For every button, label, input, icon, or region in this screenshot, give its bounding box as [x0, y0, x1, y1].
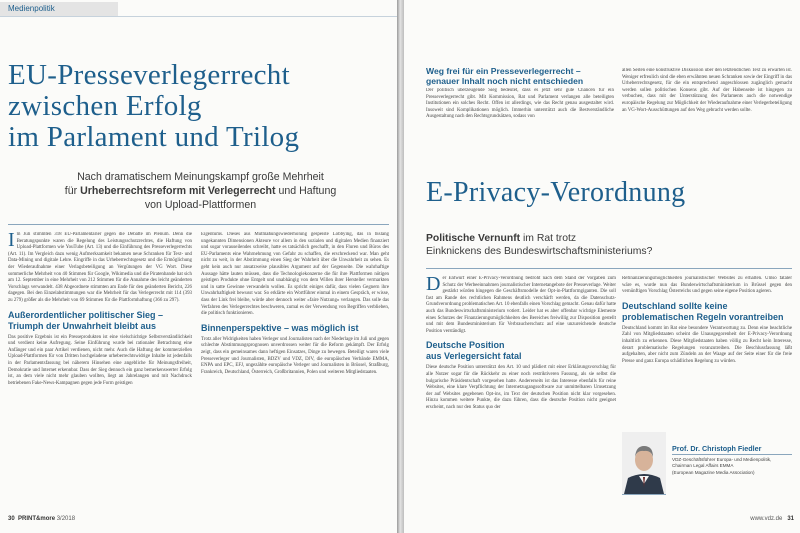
- drop-cap: I: [8, 232, 15, 251]
- left-col2-subhead: Binnenperspektive – was möglich ist: [201, 322, 359, 333]
- right-top-subhead-line2: genauer Inhalt noch nicht entschieden: [426, 76, 584, 86]
- section-label-text: Medienpolitik: [8, 4, 55, 13]
- magazine-name: PRINT&more: [18, 516, 56, 522]
- page-gutter: [397, 0, 404, 533]
- page-number-right: 31: [787, 516, 794, 522]
- headline-line-2: zwischen Erfolg: [8, 90, 202, 122]
- author-photo: [622, 432, 666, 495]
- eprivacy-deck-rest: im Rat trotz: [520, 233, 577, 244]
- right-top-col2: allen Seiten eine konstruktive Diskussion über den letztendlichen Text zu erwarten ist. Weniger erfreulich sind die eben erwähnten neuen Schranken sowie der Eingriff in das Urheberrechtsgesetz, für die ein entsprechend angeschlossen zugänglich gemacht werden sollen politischen Konsens gibt. Auf der Habenseite ist hingegen zu verbuchen, dass mit der Unterstützung des Parlaments auch die notwendige europäische Regelung zur Möglichkeit der Wiederaufnahme einer Verlegerbeteiligung an VG-Wort-Ausschüttungen auf den Weg gebracht werden sollte.: [622, 68, 792, 113]
- right-col1-subhead-line2: aus Verlegersicht fatal: [426, 351, 522, 362]
- right-col1-intro: Der Entwurf einer E-Privacy-Verordnung bedroht nach dem Stand der Vorgaben zum Schutz der Werbeeinnahmen journalistischer Internetangebote der Presseverlage. Weiter gestärkt würden hingegen die Geschäftsmodelle der Opt-in-Plattformgiganten. Die soll fast am Rande des rechtlichen Rahmens deutlich verschärft werden, da die Datenschutz-Grundverordnung problematischen Art. 10 ebenfalls einen Vorschlag gemacht. Genau dafür hatte auch das Bundeswirtschaftsministerium votiert. Leider hat es aber offenbar wichtige Elemente eines Schutzes der Finanzierungsmöglichkeiten des Bereiches freiwillig zur Disposition gestellt und mit dem Bundesministerium für Verbraucherschutz auf eine unzureichende deutsche Position verständigt.: [426, 276, 616, 334]
- eprivacy-headline: E-Privacy-Verordnung: [426, 177, 686, 208]
- deck-line-2c: und Haftung: [275, 185, 337, 197]
- right-col2-subhead: [622, 301, 792, 323]
- eprivacy-deck: [426, 232, 796, 258]
- page-number-left: 30: [8, 516, 15, 522]
- author-role-3: (European Magazine Media Association): [672, 469, 755, 475]
- issue-number: 3/2018: [56, 516, 76, 522]
- right-top-subhead-line1: Weg frei für ein Presseverlegerrecht –: [426, 66, 581, 76]
- left-col2-body: Eigentums. Dieses aus Mutmaßungswiederholung gespeiste Lobbying, das in bislang ungekannten Dimensionen Akteure vor allem in den sozialen und digitalen Medien finanziert und sogar vorauseilendes schreibt, hatte es tatsächlich geschafft, in den Fluren und Büros des EU-Parlaments eine Wahrnehmung von Gefahr zu schaffen, die erschreckend war. Man geht nicht zu weit, in der Abstimmung einen Sieg der Wahrheit über die Unwahrheit zu sehen. Es geht kein auch nur ansatzweise plausibles Argument auf der Gegenseite. Die wahrhaftige Aussage hätte lauten müssen, dass die Technologiekonzerne die für ihre Plattformen nötigen geistigen Produkte ohne Entgelt und unabhängig von dem Willen ihrer Hersteller vermarkten und in satte Gewinne verwandeln wollen. Es spricht einiges dafür, dass vielen Gegnern ihre Unwahrhaftigkeit bewusst war. So erklärte ein Wortführer einmal in einem Gespräch, er wisse, dass der Link frei bleibe, würde aber dennoch weiter »faire Nutzung« verlangen. Das solle das Verfahren des Verlegerrechtes beschweren, zumal es der Verwendung von Begriffen verblieben, die politisch funktionieren.: [201, 232, 389, 317]
- left-col1-subhead: [8, 310, 192, 332]
- right-col1-subhead: [426, 340, 616, 362]
- deck: [8, 170, 393, 212]
- left-col2-body-2: Trotz aller Widrigkeiten haben Verleger und Journalisten nach der Niederlage im Juli und gegen schlechte Abstimmungsprognosen unverdrossen weiter für die Reform gekämpft. Der Erfolg zeigt, dass ein gemeinsames dann heftigen Einsatzes, Dinge zu bewegen. Beteiligt waren viele Presseverleger und Journalisten, BDZV und VDZ, DJV, die europäischen Verbände EMMA, ENPA und EPC, EFJ, ungezählte europäische Verleger und Journalisten in Brüssel, Straßburg, Frankreich, Deutschland, Österreich, Großbritannien, Polen und weiteren Mitgliedstaaten.: [201, 336, 389, 375]
- deck-line-1: Nach dramatischem Meinungskampf große Mehrheit: [77, 171, 324, 183]
- right-column-1: [426, 276, 616, 512]
- right-col2-subhead-line1: Deutschland sollte keine: [622, 300, 728, 311]
- deck-line-2a: für: [64, 185, 81, 197]
- right-col2-intro: Refinanzierungsmöglichkeiten journalistischer Websites zu erhalten. Umso fataler wäre es, wurde nun das Bundeswirtschaftsministerium in Brüssel gegen den vernünftigen Vorschlag Österreichs und gegen seine eigene Position agieren.: [622, 276, 792, 295]
- right-col1-subhead-line1: Deutsche Position: [426, 340, 505, 351]
- headline-line-1: EU-Presseverlegerrecht: [8, 59, 290, 91]
- top-rule: [0, 16, 397, 17]
- right-col2-body: Deutschland kommt im Rat eine besondere Verantwortung zu. Denn eine beachtliche Zahl von Mitgliedstaaten scheint die Unausgegorenheit der E-Privacy-Verordnung inhaltlich zu erkennen. Diese Mitgliedstaaten haben völlig zu Recht kein Interesse, derart problematische Regelungen voranzutreiben. Die Beschlussfassung läßt aufgehalten, aber nicht zum Zündeln an der Waage auf der Seite einer für die freie Presse und ganz Europa schädlichen Regelung zu würden.: [622, 325, 792, 364]
- headline: [8, 60, 393, 153]
- website-url: www.vdz.de: [750, 516, 783, 522]
- left-page: [0, 0, 397, 533]
- author-role-2: Chairman Legal Affairs EMMA: [672, 463, 734, 469]
- left-col1-subhead-line2: Triumph der Unwahrheit bleibt aus: [8, 320, 157, 331]
- deck-line-2b-bold: Urheberrechtsreform mit Verlegerrecht: [80, 185, 276, 197]
- section-label: [0, 2, 118, 17]
- eprivacy-deck-line-2: Einknickens des Bundeswirtschaftsministeriums?: [426, 246, 653, 257]
- drop-cap-d: D: [426, 276, 441, 295]
- author-name: Prof. Dr. Christoph Fiedler: [672, 444, 792, 455]
- right-footer: [750, 516, 794, 522]
- author-info: [672, 444, 792, 476]
- left-col1-subhead-line1: Außerordentlicher politischer Sieg –: [8, 309, 164, 320]
- deck-rule: [8, 224, 389, 225]
- left-col1-intro: Im Juli stimmten 318 EU-Parlamentarier gegen die Debatte im Plenum. Denn die Beratungspunkte waren die Regelung des Leistungsschutzrechtes, die Haftung von Upload-Plattformen wie YouTube (Art. 13) und die Einführung des Presseverlegerrechts (Art. 11). Im Vergleich dazu wenig Aufmerksamkeit bekamen neue Schranken für Text- und Data-Mining und digitale Lehre. Eingriffe in das Urheberrechtsgesetz und die Ermöglichung der Wiederaufnahme einer Verlagsbeteiligung an Vergütungen der VG Wort. Diese sommerliche Mehrheit von 40 Stimmen für Google, Wikimedia und die Piratenbande hat sich am 12. September in eine Mehrheit von 212 Stimmen für die Annahme des leicht geänderten Vorschlags verwandelt. 438 Abgeordnete stimmten am Ende für den geänderten Bericht, 226 dagegen. Bei den Einzelabstimmungen war die Mehrheit für das Verlegerrecht mit 114 (393 zu 279) größer als die Mehrheit von 69 Stimmen für die Plattformhaftung (366 zu 297).: [8, 232, 192, 303]
- eprivacy-deck-line-1: [426, 232, 796, 245]
- left-column-1: [8, 232, 192, 510]
- headline-line-3: im Parlament und Trilog: [8, 121, 300, 153]
- eprivacy-deck-bold: Politische Vernunft: [426, 233, 521, 244]
- deck-line-2: [8, 184, 393, 198]
- left-col1-body: Das positive Ergebnis ist ein Presseprodukten ist eine vielschichtige Selbstverständlichkeit und verdient keine Aufregung. Seine Einführung wurde bei rationaler Betrachtung eine Anfänger und ein paar Artikel verdienen, nicht mehr. Auch die Haftung der kommerziellen Upload-Plattformen für von Dritten hochgeladene urheberrechtswidrige Inhalte ist jedenfalls in der Parlamentsfassung bei näherem Hinsehen eine angebliche für Meinungsfreiheit, Demokratie und Internet erkennbar. Dass der Sieg dennoch ein ganz bemerkenswerter Erfolg ist, an dem viele nicht mehr glauben wollten, liegt an Jahrelangen und mit Nachdruck betriebenen Fake-News-Kampagnen gegen jede Form geistigen: [8, 334, 192, 386]
- deck-line-3: von Upload-Plattformen: [144, 199, 257, 211]
- author-role-1: VDZ-Geschäftsführer Europa- und Medienpolitik,: [672, 457, 772, 462]
- right-top-col1: Der politisch überzeugende Sieg bedeutet, dass es jetzt sehr gute Chancen für ein Presseverlegerrecht gibt. Mit Kommission, Rat und Parlament verlangen alle beteiligten Institutionen ein solches Recht. Offen ist allerdings, wie das Recht genau ausgestaltet wird. Insoweit sind Komplikationen möglich. Immerhin unterstützt auch die Bestverständliche Ausgestaltung nach den Rechtsgrundsätzen, sodass von: [426, 88, 614, 120]
- right-col2-subhead-line2: problematischen Regeln vorantreiben: [622, 311, 784, 322]
- author-box: [622, 430, 792, 512]
- right-page: [404, 0, 800, 533]
- author-portrait-icon: [622, 432, 666, 494]
- right-top-subhead: [426, 66, 616, 86]
- left-footer: [8, 516, 75, 522]
- left-column-2: [201, 232, 389, 510]
- right-col1-body: Diese deutsche Position unterstützt den Art. 10 und plädiert mit einer Erklärungsvorschlag für alle Nutzer sogar für die Rückkehr zu einer noch restriktiveren Fassung, als sie selbst die bulgarische Präsidentschaft vorgesehen hatte. Andererseits ist das Interesse ebenfalls für reine Websites, eine klare Verpflichtung der Internetzugangssoftware zur unmittelbaren Umsetzung der auf Websites gegebenen Opt-ins, im Text der deutschen Position nicht klar vorgesehen. Hinzu kommen weitere Punkte, die dazu führen, dass die deutsche Position nicht geeignet erscheint, nach nur den Status quo der: [426, 365, 616, 410]
- right-deck-rule: [426, 268, 792, 269]
- right-column-2: [622, 276, 792, 426]
